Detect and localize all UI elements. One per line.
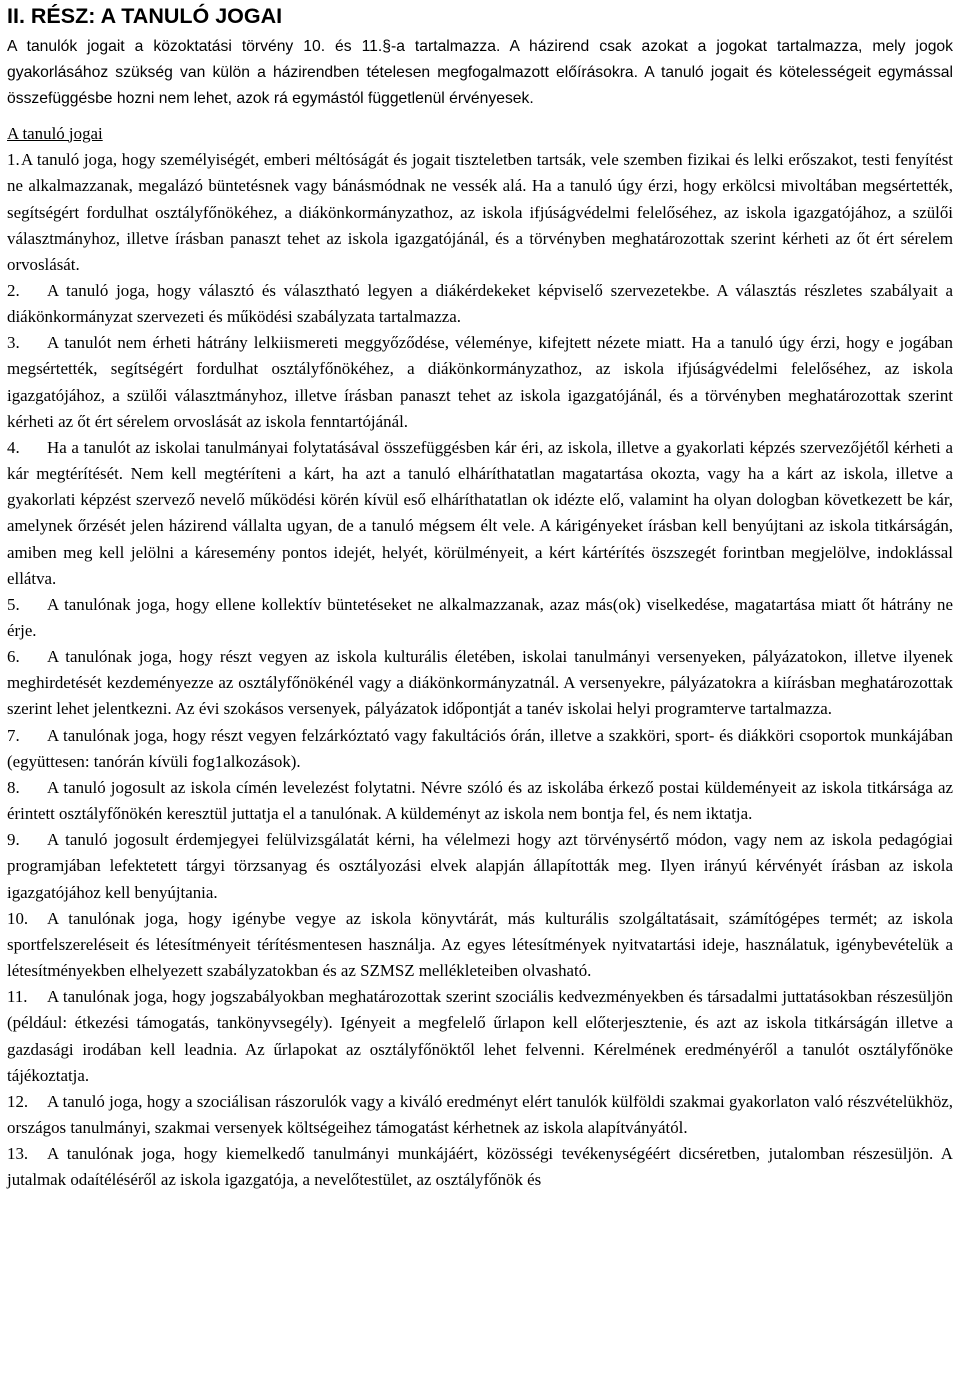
item-text: Ha a tanulót az iskolai tanulmányai folytatásával összefüggésben kár éri, az iskola, illetve a gyakorlati képzés szervezőjétől kérheti a kár megtérítését. Nem kell megtéríteni a kárt, ha azt a tanuló elháríthatatlan magatartása okozta, vagy ha a kárt az iskola, illetve a gyakorlati képzést szervező nevelő működési körén kívül eső elháríthatatlan ok idézte elő, valamint ha olyan dologban következett be kár, amelynek őrzését jelen házirend vállalta ugyan, de a tanuló mégsem élt vele. A kárigényeket írásban kell benyújtani az iskola titkárságán, amiben meg kell jelölni a káresemény pontos idejét, helyét, körülményeit, a kért kártérítés öszszegét forintban megjelölve, indoklással ellátva.	[7, 437, 953, 588]
item-text: A tanuló joga, hogy a szociálisan rászorulók vagy a kiváló eredményt elért tanulók külföldi szakmai gyakorlaton való részvételükhöz, országos tanulmányi, szakmai versenyek költségeihez támogatást kérhetnek az iskola alapítványától.	[7, 1091, 953, 1137]
item-text: A tanulónak joga, hogy részt vegyen az iskola kulturális életében, iskolai tanulmányi versenyeken, pályázatokon, illetve ilyenek meghirdetését kezdeményezze az osztályfőnökénél vagy a diákönkormányzatnál. A versenyekre, pályázatokra a kiírásban meghatározottak szerint lehet jelentkezni. Az évi szokásos versenyek, pályázatok időpontját a tanév iskolai helyi programterve tartalmazza.	[7, 647, 953, 719]
item-number: 3.	[7, 333, 20, 353]
list-item	[7, 147, 953, 278]
item-number: 9.	[7, 830, 20, 850]
list-item	[7, 906, 953, 984]
intro-paragraph: A tanulók jogait a közoktatási törvény 10. és 11.§-a tartalmazza. A házirend csak azokat a jogokat tartalmazza, mely jogok gyakorlásához szükség van külön a házirendben tételesen megfogalmazott előírásokra. A tanuló jogait és kötelességeit egymással összefüggésbe hozni nem lehet, azok rá egymástól függetlenül érvényesek.	[7, 38, 953, 108]
item-text: A tanulónak joga, hogy részt vegyen felzárkóztató vagy fakultációs órán, illetve a szakköri, sport- és diákköri csoportok munkájában (együttesen: tanórán kívüli fog1alkozások).	[7, 725, 953, 771]
item-text: A tanuló jogosult érdemjegyei felülvizsgálatát kérni, ha vélelmezi hogy azt törvénysértő módon, vagy nem az iskola pedagógiai programjában lefektetett tárgyi törzsanyag és osztályozási elvek alapján állapították meg. Ilyen irányú kérvényét írásban az iskola igazgatójához kell benyújtania.	[7, 830, 953, 902]
item-number: 7.	[7, 725, 20, 745]
item-text: A tanuló joga, hogy személyiségét, emberi méltóságát és jogait tiszteletben tartsák, vele szemben fizikai és lelki erőszakot, testi fenyítést ne alkalmazzanak, megalázó büntetésnek vagy bánásmódnak ne vessék alá. Ha a tanuló úgy érzi, hogy erkölcsi mivoltában megsértették, segítségért fordulhat osztályfőnökéhez, a diákönkormányzathoz, az iskola ifjúságvédelmi felelőséhez, az iskola igazgatójához, a szülői választmányhoz, illetve írásban panaszt tehet az iskola igazgatójánál, és a törvényben meghatározottak szerint kérheti az őt ért sérelem orvoslását.	[7, 150, 953, 274]
item-number: 6.	[7, 647, 20, 667]
subheading: A tanuló jogai	[7, 123, 103, 143]
section-heading: II. RÉSZ: A TANULÓ JOGAI	[7, 4, 283, 28]
item-text: A tanuló jogosult az iskola címén levelezést folytatni. Névre szóló és az iskolába érkező postai küldeményeit az iskola titkársága az érintett osztályfőnökén keresztül juttatja el a tanulónak. A küldeményt az iskola nem bontja fel, és nem iktatja.	[7, 777, 953, 824]
list-item	[7, 1141, 953, 1193]
item-text: A tanulónak joga, hogy igénybe vegye az iskola könyvtárát, más kulturális szolgáltatásait, számítógépes termét; az iskola sportfelszereléseit és létesítményeit térítésmentesen használja. Az egyes létesítmények nyitvatartási ideje, használatuk, igénybevételük a létesítményekben elhelyezett szabályzatokban és az SZMSZ mellékleteiben olvasható.	[7, 908, 953, 981]
item-number: 10.	[7, 908, 29, 928]
item-text: A tanulónak joga, hogy ellene kollektív büntetéseket ne alkalmazzanak, azaz más(ok) viselkedése, magatartása miatt őt hátrány ne érje.	[7, 594, 953, 641]
item-number: 2.	[7, 280, 20, 300]
list-item	[7, 1089, 953, 1141]
list-item	[7, 435, 953, 592]
item-text: A tanulónak joga, hogy jogszabályokban meghatározottak szerint szociális kedvezményekben és társadalmi juttatásokban részesüljön (például: étkezési támogatás, tankönyvsegély). Igényeit a megfelelő űrlapon kell előterjesztenie, és azt az iskola titkárságán illetve a gazdasági irodában kell leadnia. Az űrlapokat az osztályfőnöktől lehet felvenni. Kérelmének eredményéről a tanulót osztályfőnöke tájékoztatja.	[7, 987, 953, 1085]
item-number: 12.	[7, 1091, 29, 1111]
item-number: 5.	[7, 594, 20, 614]
item-text: A tanulónak joga, hogy kiemelkedő tanulmányi munkájáért, közösségi tevékenységéért dicséretben, jutalomban részesüljön. A jutalmak odaítéléséről az iskola igazgatója, a nevelőtestület, az osztályfőnök és	[7, 1144, 953, 1190]
item-number: 4.	[7, 437, 20, 457]
list-item	[7, 775, 953, 827]
document-page	[7, 0, 953, 1193]
list-item	[7, 592, 953, 644]
item-text: A tanulót nem érheti hátrány lelkiismereti meggyőződése, véleménye, kifejtett nézete miatt. Ha a tanuló úgy érzi, hogy e jogában megsértették, segítségért fordulhat osztályfőnökéhez, a diákönkormányzathoz, az iskola ifjúságvédelmi felelőséhez, az iskola igazgatójához, a szülői választmányhoz, illetve írásban panaszt tehet az iskola igazgatójánál, és a törvényben meghatározottak szerint kérheti az őt ért sérelem orvoslását az iskola fenntartójánál.	[7, 333, 953, 431]
list-item	[7, 330, 953, 435]
list-item	[7, 723, 953, 775]
list-item	[7, 644, 953, 722]
rights-list	[7, 147, 953, 1193]
item-number: 1.	[7, 150, 20, 170]
list-item	[7, 984, 953, 1089]
item-number: 8.	[7, 777, 20, 797]
list-item	[7, 827, 953, 905]
item-number: 11.	[7, 987, 28, 1007]
list-item	[7, 278, 953, 330]
item-text: A tanuló joga, hogy választó és választható legyen a diákérdekeket képviselő szervezetekbe. A választás részletes szabályait a diákönkormányzat szervezeti és működési szabályzata tartalmazza.	[7, 280, 953, 327]
item-number: 13.	[7, 1144, 29, 1164]
